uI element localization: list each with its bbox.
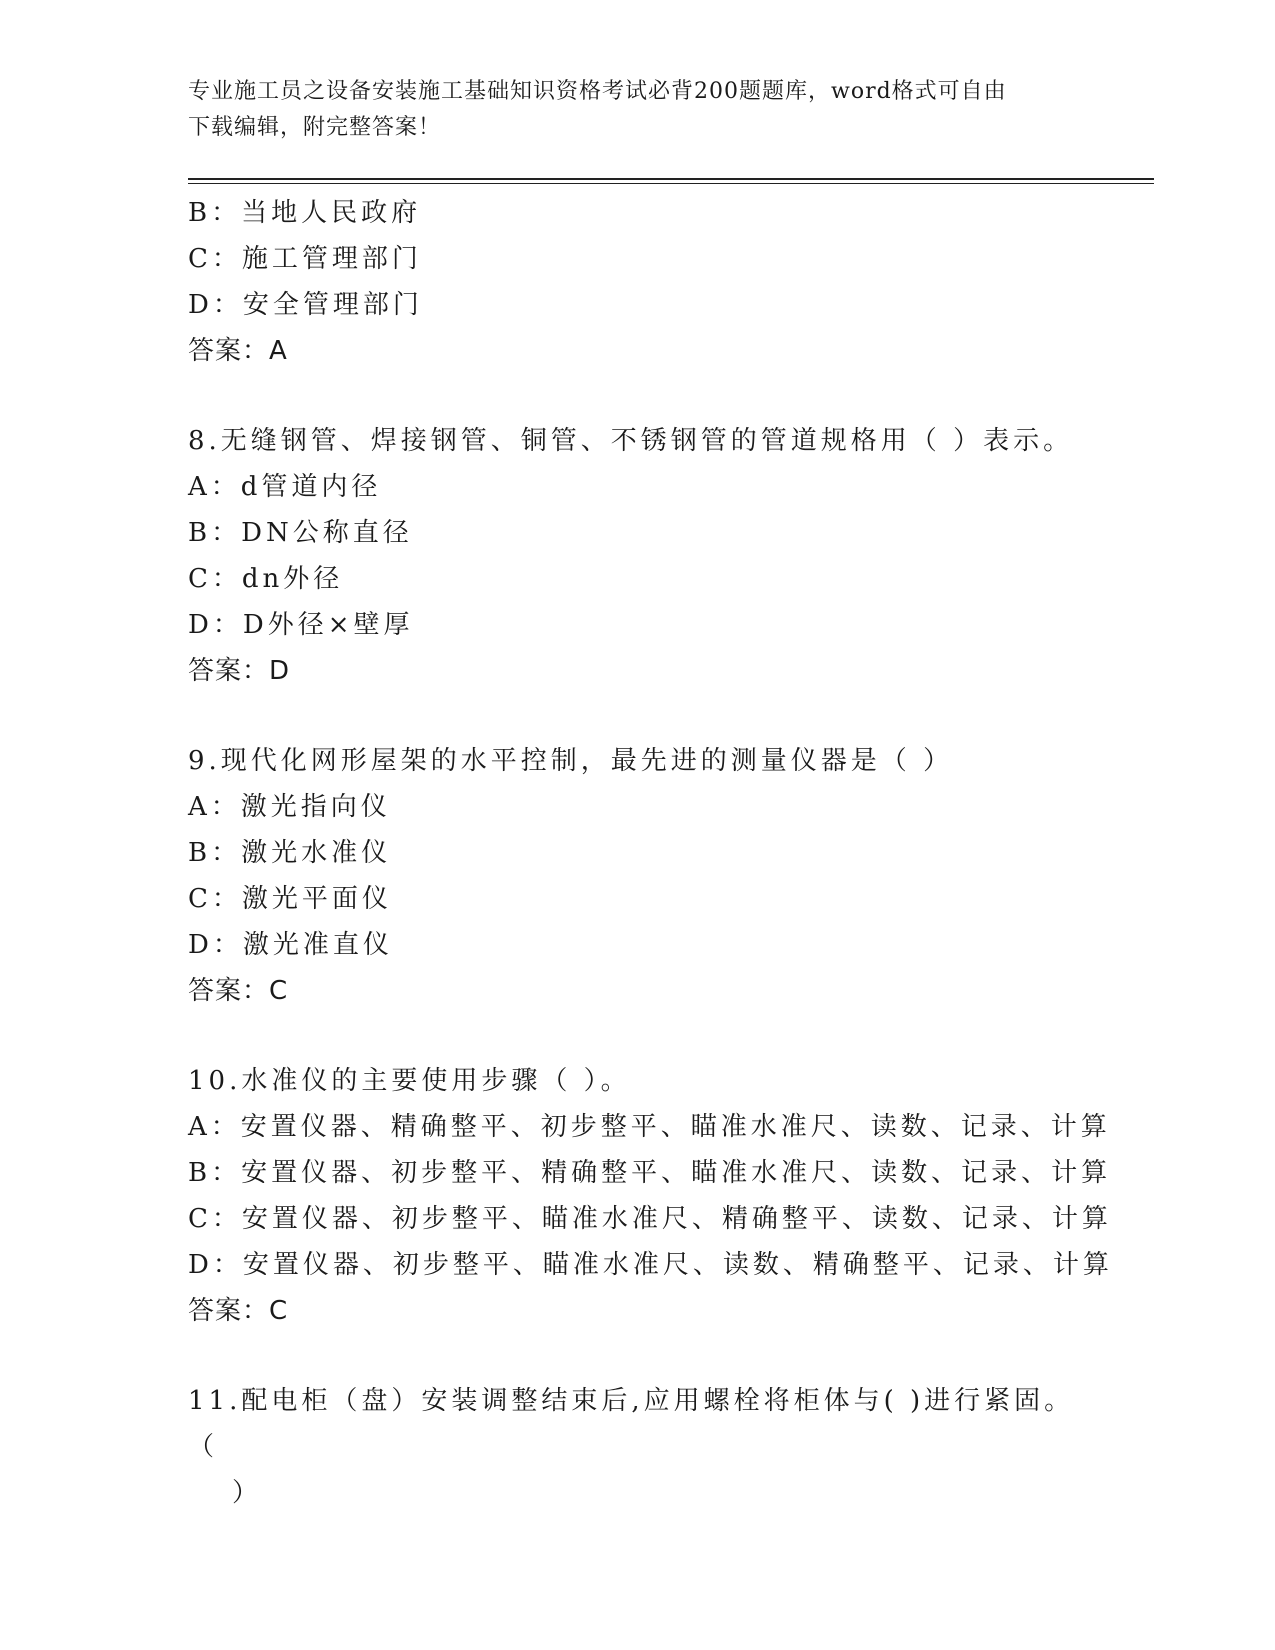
- question-stem: 8.无缝钢管、焊接钢管、铜管、不锈钢管的管道规格用（ ）表示。: [188, 426, 1074, 456]
- option-c: C：激光平面仪: [188, 884, 392, 914]
- question-7-tail: [188, 190, 1088, 374]
- question-9: [188, 738, 1088, 1014]
- spacer: [188, 374, 1088, 418]
- option-a: A：安置仪器、精确整平、初步整平、瞄准水准尺、读数、记录、计算: [188, 1112, 1111, 1142]
- spacer: [188, 1014, 1088, 1058]
- option-d: D：安全管理部门: [188, 290, 423, 320]
- answer-line: 答案：C: [188, 1296, 289, 1326]
- question-list: [188, 190, 1113, 1516]
- option-b: B：当地人民政府: [188, 198, 422, 228]
- spacer: [188, 1334, 1088, 1378]
- question-stem: 10.水准仪的主要使用步骤（ ）。: [188, 1066, 631, 1096]
- option-a: A：激光指向仪: [188, 792, 391, 822]
- option-a: A：d管道内径: [188, 472, 382, 502]
- header-divider-thick: [188, 178, 1154, 180]
- question-stem-continuation: ）: [232, 1478, 263, 1508]
- page-header: [188, 74, 1068, 146]
- answer-line: 答案：C: [188, 976, 289, 1006]
- header-line-2: 下载编辑，附完整答案！: [188, 115, 442, 140]
- spacer: [188, 694, 1088, 738]
- question-8: [188, 418, 1088, 694]
- option-b: B：DN公称直径: [188, 518, 413, 548]
- question-stem: 11.配电柜（盘）安装调整结束后,应用螺栓将柜体与( )进行紧固。（: [188, 1386, 1075, 1462]
- option-b: B：安置仪器、初步整平、精确整平、瞄准水准尺、读数、记录、计算: [188, 1158, 1112, 1188]
- answer-line: 答案：D: [188, 656, 291, 686]
- question-stem: 9.现代化网形屋架的水平控制，最先进的测量仪器是（ ）: [188, 746, 954, 776]
- option-b: B：激光水准仪: [188, 838, 392, 868]
- header-divider-thin: [188, 183, 1154, 184]
- option-c: C：施工管理部门: [188, 244, 422, 274]
- answer-line: 答案：A: [188, 336, 288, 366]
- option-c: C：安置仪器、初步整平、瞄准水准尺、精确整平、读数、记录、计算: [188, 1204, 1112, 1234]
- option-d: D：D外径×壁厚: [188, 610, 414, 640]
- option-d: D：安置仪器、初步整平、瞄准水准尺、读数、精确整平、记录、计算: [188, 1250, 1113, 1280]
- option-c: C：dn外径: [188, 564, 344, 594]
- question-10: [188, 1058, 1113, 1334]
- option-d: D：激光准直仪: [188, 930, 393, 960]
- header-line-1: 专业施工员之设备安装施工基础知识资格考试必背200题题库，word格式可自由: [188, 79, 1007, 104]
- question-11: [188, 1378, 1088, 1516]
